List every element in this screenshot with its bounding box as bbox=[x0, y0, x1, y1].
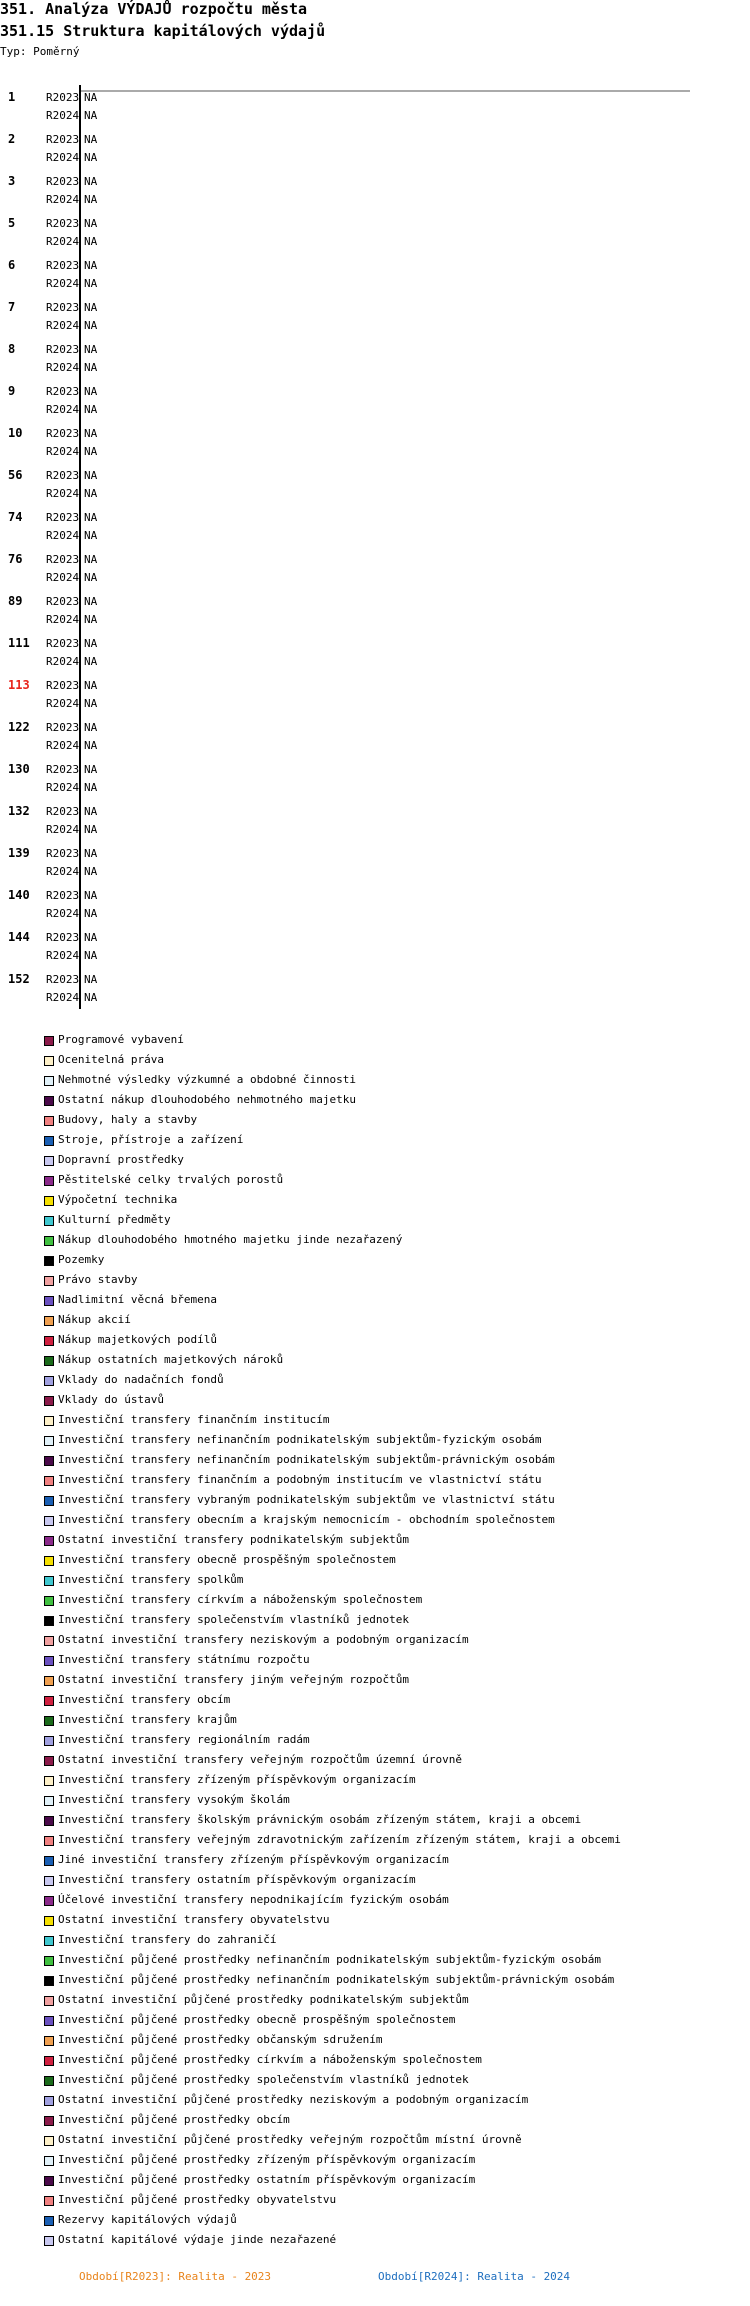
legend-label: Ostatní investiční transfery veřejným rozpočtům územní úrovně bbox=[58, 1753, 462, 1766]
legend-swatch bbox=[44, 1196, 54, 1206]
category-label: 56 bbox=[8, 468, 23, 482]
period-label: R2023 bbox=[46, 931, 80, 944]
legend-swatch bbox=[44, 1536, 54, 1546]
legend-label: Investiční půjčené prostředky ostatním příspěvkovým organizacím bbox=[58, 2173, 476, 2186]
period-label: R2024 bbox=[46, 319, 80, 332]
period-label: R2023 bbox=[46, 973, 80, 986]
category-label: 122 bbox=[8, 720, 30, 734]
period-label: R2023 bbox=[46, 301, 80, 314]
period-label: R2023 bbox=[46, 595, 80, 608]
legend-label: Vklady do ústavů bbox=[58, 1393, 164, 1406]
period-label: R2023 bbox=[46, 343, 80, 356]
legend-label: Budovy, haly a stavby bbox=[58, 1113, 198, 1126]
legend-label: Investiční transfery školským právnickým osobám zřízeným státem, kraji a obcemi bbox=[58, 1813, 582, 1826]
legend-swatch bbox=[44, 1836, 54, 1846]
period-label: R2024 bbox=[46, 823, 80, 836]
legend-swatch bbox=[44, 2056, 54, 2066]
na-label: NA bbox=[84, 91, 98, 104]
legend-label: Investiční půjčené prostředky církvím a náboženským společnostem bbox=[58, 2053, 482, 2066]
legend-label: Nákup akcií bbox=[58, 1313, 131, 1326]
legend-label: Pozemky bbox=[58, 1253, 105, 1266]
na-label: NA bbox=[84, 235, 98, 248]
legend-label: Investiční transfery krajům bbox=[58, 1713, 237, 1726]
legend-swatch bbox=[44, 2096, 54, 2106]
legend-label: Ostatní kapitálové výdaje jinde nezařazené bbox=[58, 2233, 337, 2246]
bar-chart bbox=[0, 0, 750, 1020]
legend-label: Investiční transfery veřejným zdravotnickým zařízením zřízeným státem, kraji a obcemi bbox=[58, 1833, 621, 1846]
legend-swatch bbox=[44, 1976, 54, 1986]
legend-label: Investiční transfery do zahraničí bbox=[58, 1933, 277, 1946]
period-label: R2023 bbox=[46, 259, 80, 272]
period-label: R2023 bbox=[46, 847, 80, 860]
na-label: NA bbox=[84, 445, 98, 458]
na-label: NA bbox=[84, 361, 98, 374]
legend-label: Investiční půjčené prostředky zřízeným příspěvkovým organizacím bbox=[58, 2153, 476, 2166]
legend-swatch bbox=[44, 2016, 54, 2026]
legend-swatch bbox=[44, 1116, 54, 1126]
legend-swatch bbox=[44, 1036, 54, 1046]
legend-label: Nákup ostatních majetkových nároků bbox=[58, 1353, 284, 1366]
legend-label: Ostatní nákup dlouhodobého nehmotného majetku bbox=[58, 1093, 357, 1106]
period-label: R2023 bbox=[46, 175, 80, 188]
period-label: R2023 bbox=[46, 679, 80, 692]
footer-period-2023: Období[R2023]: Realita - 2023 bbox=[79, 2270, 272, 2283]
period-label: R2023 bbox=[46, 217, 80, 230]
legend-swatch bbox=[44, 1056, 54, 1066]
na-label: NA bbox=[84, 907, 98, 920]
na-label: NA bbox=[84, 301, 98, 314]
na-label: NA bbox=[84, 385, 98, 398]
legend-label: Ocenitelná práva bbox=[58, 1053, 164, 1066]
na-label: NA bbox=[84, 991, 98, 1004]
period-label: R2024 bbox=[46, 739, 80, 752]
legend-label: Investiční půjčené prostředky obcím bbox=[58, 2113, 290, 2126]
period-label: R2024 bbox=[46, 571, 80, 584]
na-label: NA bbox=[84, 613, 98, 626]
period-label: R2023 bbox=[46, 469, 80, 482]
na-label: NA bbox=[84, 679, 98, 692]
legend-swatch bbox=[44, 2136, 54, 2146]
na-label: NA bbox=[84, 763, 98, 776]
legend-label: Investiční půjčené prostředky obyvatelstvu bbox=[58, 2193, 337, 2206]
period-label: R2024 bbox=[46, 907, 80, 920]
period-label: R2024 bbox=[46, 235, 80, 248]
category-label: 6 bbox=[8, 258, 16, 272]
na-label: NA bbox=[84, 823, 98, 836]
na-label: NA bbox=[84, 655, 98, 668]
legend-swatch bbox=[44, 1336, 54, 1346]
period-label: R2024 bbox=[46, 697, 80, 710]
category-label: 74 bbox=[8, 510, 23, 524]
legend-label: Investiční transfery finančním institucím bbox=[58, 1413, 330, 1426]
na-label: NA bbox=[84, 151, 98, 164]
category-label: 7 bbox=[8, 300, 16, 314]
na-label: NA bbox=[84, 343, 98, 356]
period-label: R2024 bbox=[46, 193, 80, 206]
period-label: R2023 bbox=[46, 511, 80, 524]
na-label: NA bbox=[84, 865, 98, 878]
category-label: 144 bbox=[8, 930, 30, 944]
legend-swatch bbox=[44, 1296, 54, 1306]
na-label: NA bbox=[84, 487, 98, 500]
legend-label: Nehmotné výsledky výzkumné a obdobné činnosti bbox=[58, 1073, 357, 1086]
legend-label: Investiční půjčené prostředky občanským sdružením bbox=[58, 2033, 383, 2046]
legend-swatch bbox=[44, 1376, 54, 1386]
legend-swatch bbox=[44, 1716, 54, 1726]
legend-label: Vklady do nadačních fondů bbox=[58, 1373, 224, 1386]
legend-label: Investiční transfery finančním a podobným institucím ve vlastnictví státu bbox=[58, 1473, 542, 1486]
legend-label: Pěstitelské celky trvalých porostů bbox=[58, 1173, 284, 1186]
na-label: NA bbox=[84, 109, 98, 122]
legend-swatch bbox=[44, 2216, 54, 2226]
category-label: 140 bbox=[8, 888, 30, 902]
legend-swatch bbox=[44, 2176, 54, 2186]
legend-label: Investiční transfery obecně prospěšným společnostem bbox=[58, 1553, 396, 1566]
legend-swatch bbox=[44, 1696, 54, 1706]
legend-swatch bbox=[44, 1156, 54, 1166]
legend-swatch bbox=[44, 1556, 54, 1566]
legend-swatch bbox=[44, 2116, 54, 2126]
legend-swatch bbox=[44, 1516, 54, 1526]
period-label: R2023 bbox=[46, 721, 80, 734]
legend-swatch bbox=[44, 1436, 54, 1446]
na-label: NA bbox=[84, 973, 98, 986]
period-label: R2024 bbox=[46, 277, 80, 290]
legend-label: Ostatní investiční půjčené prostředky veřejným rozpočtům místní úrovně bbox=[58, 2133, 522, 2146]
na-label: NA bbox=[84, 175, 98, 188]
legend-label: Investiční půjčené prostředky společenstvím vlastníků jednotek bbox=[58, 2073, 469, 2086]
na-label: NA bbox=[84, 889, 98, 902]
legend-label: Investiční transfery společenstvím vlastníků jednotek bbox=[58, 1613, 409, 1626]
legend-label: Investiční transfery zřízeným příspěvkovým organizacím bbox=[58, 1773, 416, 1786]
period-label: R2024 bbox=[46, 781, 80, 794]
category-label: 1 bbox=[8, 90, 16, 104]
legend-swatch bbox=[44, 1176, 54, 1186]
na-label: NA bbox=[84, 469, 98, 482]
period-label: R2024 bbox=[46, 487, 80, 500]
legend-label: Jiné investiční transfery zřízeným příspěvkovým organizacím bbox=[58, 1853, 449, 1866]
na-label: NA bbox=[84, 931, 98, 944]
na-label: NA bbox=[84, 847, 98, 860]
na-label: NA bbox=[84, 949, 98, 962]
legend-swatch bbox=[44, 1756, 54, 1766]
period-label: R2023 bbox=[46, 889, 80, 902]
legend-swatch bbox=[44, 2196, 54, 2206]
legend-swatch bbox=[44, 1456, 54, 1466]
legend-swatch bbox=[44, 2236, 54, 2246]
na-label: NA bbox=[84, 259, 98, 272]
legend-label: Ostatní investiční transfery jiným veřejným rozpočtům bbox=[58, 1673, 409, 1686]
legend-swatch bbox=[44, 1256, 54, 1266]
legend-swatch bbox=[44, 1796, 54, 1806]
legend-label: Ostatní investiční půjčené prostředky neziskovým a podobným organizacím bbox=[58, 2093, 529, 2106]
legend-label: Ostatní investiční transfery neziskovým a podobným organizacím bbox=[58, 1633, 469, 1646]
legend-label: Investiční transfery obcím bbox=[58, 1693, 231, 1706]
legend-swatch bbox=[44, 1956, 54, 1966]
period-label: R2023 bbox=[46, 427, 80, 440]
legend-label: Investiční transfery nefinančním podnikatelským subjektům-fyzickým osobám bbox=[58, 1433, 542, 1446]
legend-label: Nákup majetkových podílů bbox=[58, 1333, 217, 1346]
period-label: R2024 bbox=[46, 109, 80, 122]
na-label: NA bbox=[84, 721, 98, 734]
legend-swatch bbox=[44, 1616, 54, 1626]
legend-label: Nadlimitní věcná břemena bbox=[58, 1293, 217, 1306]
legend-label: Nákup dlouhodobého hmotného majetku jinde nezařazený bbox=[58, 1233, 403, 1246]
legend-swatch bbox=[44, 1996, 54, 2006]
period-label: R2024 bbox=[46, 403, 80, 416]
legend-label: Investiční půjčené prostředky nefinančním podnikatelským subjektům-fyzickým osobám bbox=[58, 1953, 602, 1966]
legend-label: Investiční půjčené prostředky obecně prospěšným společnostem bbox=[58, 2013, 456, 2026]
period-label: R2024 bbox=[46, 865, 80, 878]
legend-swatch bbox=[44, 1896, 54, 1906]
legend-label: Ostatní investiční půjčené prostředky podnikatelským subjektům bbox=[58, 1993, 469, 2006]
na-label: NA bbox=[84, 571, 98, 584]
legend-label: Investiční půjčené prostředky nefinančním podnikatelským subjektům-právnickým osobám bbox=[58, 1973, 615, 1986]
period-label: R2024 bbox=[46, 991, 80, 1004]
category-label: 132 bbox=[8, 804, 30, 818]
period-label: R2024 bbox=[46, 655, 80, 668]
category-label: 9 bbox=[8, 384, 16, 398]
legend-swatch bbox=[44, 1076, 54, 1086]
legend-swatch bbox=[44, 1916, 54, 1926]
period-label: R2024 bbox=[46, 445, 80, 458]
period-label: R2024 bbox=[46, 529, 80, 542]
legend-swatch bbox=[44, 1396, 54, 1406]
legend-swatch bbox=[44, 1676, 54, 1686]
period-label: R2023 bbox=[46, 553, 80, 566]
legend-swatch bbox=[44, 1416, 54, 1426]
legend-label: Ostatní investiční transfery obyvatelstvu bbox=[58, 1913, 330, 1926]
period-label: R2024 bbox=[46, 949, 80, 962]
na-label: NA bbox=[84, 319, 98, 332]
na-label: NA bbox=[84, 403, 98, 416]
na-label: NA bbox=[84, 739, 98, 752]
period-label: R2024 bbox=[46, 613, 80, 626]
na-label: NA bbox=[84, 427, 98, 440]
period-label: R2023 bbox=[46, 637, 80, 650]
footer-period-2024: Období[R2024]: Realita - 2024 bbox=[378, 2270, 571, 2283]
legend-label: Dopravní prostředky bbox=[58, 1153, 184, 1166]
category-label: 111 bbox=[8, 636, 30, 650]
legend-label: Investiční transfery ostatním příspěvkovým organizacím bbox=[58, 1873, 416, 1886]
legend-label: Rezervy kapitálových výdajů bbox=[58, 2213, 237, 2226]
na-label: NA bbox=[84, 595, 98, 608]
legend-label: Investiční transfery vysokým školám bbox=[58, 1793, 290, 1806]
period-label: R2023 bbox=[46, 91, 80, 104]
legend-swatch bbox=[44, 1656, 54, 1666]
category-label: 152 bbox=[8, 972, 30, 986]
category-label: 5 bbox=[8, 216, 16, 230]
legend-label: Investiční transfery obecním a krajským nemocnicím - obchodním společnostem bbox=[58, 1513, 555, 1526]
legend-label: Stroje, přístroje a zařízení bbox=[58, 1133, 244, 1146]
na-label: NA bbox=[84, 637, 98, 650]
legend-swatch bbox=[44, 1356, 54, 1366]
category-label: 113 bbox=[8, 678, 30, 692]
category-label: 10 bbox=[8, 426, 23, 440]
na-label: NA bbox=[84, 781, 98, 794]
legend-label: Investiční transfery vybraným podnikatelským subjektům ve vlastnictví státu bbox=[58, 1493, 555, 1506]
legend-label: Investiční transfery státnímu rozpočtu bbox=[58, 1653, 310, 1666]
legend-swatch bbox=[44, 1816, 54, 1826]
chart-subtitle: 351.15 Struktura kapitálových výdajů bbox=[0, 22, 326, 40]
legend-swatch bbox=[44, 1856, 54, 1866]
category-label: 2 bbox=[8, 132, 16, 146]
legend-swatch bbox=[44, 1136, 54, 1146]
legend-swatch bbox=[44, 1476, 54, 1486]
legend-label: Investiční transfery spolkům bbox=[58, 1573, 244, 1586]
na-label: NA bbox=[84, 277, 98, 290]
legend-swatch bbox=[44, 1276, 54, 1286]
legend-label: Investiční transfery nefinančním podnikatelským subjektům-právnickým osobám bbox=[58, 1453, 555, 1466]
legend-swatch bbox=[44, 2076, 54, 2086]
legend-swatch bbox=[44, 1576, 54, 1586]
legend-swatch bbox=[44, 1596, 54, 1606]
na-label: NA bbox=[84, 133, 98, 146]
category-label: 139 bbox=[8, 846, 30, 860]
na-label: NA bbox=[84, 511, 98, 524]
na-label: NA bbox=[84, 697, 98, 710]
legend-swatch bbox=[44, 1236, 54, 1246]
legend-label: Investiční transfery regionálním radám bbox=[58, 1733, 310, 1746]
legend-swatch bbox=[44, 1216, 54, 1226]
category-label: 130 bbox=[8, 762, 30, 776]
legend-label: Programové vybavení bbox=[58, 1033, 184, 1046]
legend-label: Ostatní investiční transfery podnikatelským subjektům bbox=[58, 1533, 409, 1546]
legend-label: Právo stavby bbox=[58, 1273, 138, 1286]
category-label: 3 bbox=[8, 174, 16, 188]
page-title: 351. Analýza VÝDAJŮ rozpočtu města bbox=[0, 0, 308, 18]
period-label: R2023 bbox=[46, 385, 80, 398]
period-label: R2023 bbox=[46, 133, 80, 146]
legend-swatch bbox=[44, 1876, 54, 1886]
category-label: 8 bbox=[8, 342, 16, 356]
category-label: 89 bbox=[8, 594, 23, 608]
na-label: NA bbox=[84, 553, 98, 566]
legend-swatch bbox=[44, 2156, 54, 2166]
legend-swatch bbox=[44, 1636, 54, 1646]
legend-swatch bbox=[44, 1096, 54, 1106]
period-label: R2024 bbox=[46, 151, 80, 164]
legend-label: Výpočetní technika bbox=[58, 1193, 178, 1206]
legend-label: Účelové investiční transfery nepodnikajícím fyzickým osobám bbox=[58, 1893, 449, 1906]
legend-label: Investiční transfery církvím a náboženským společnostem bbox=[58, 1593, 423, 1606]
category-label: 76 bbox=[8, 552, 23, 566]
na-label: NA bbox=[84, 217, 98, 230]
legend-swatch bbox=[44, 1736, 54, 1746]
na-label: NA bbox=[84, 529, 98, 542]
legend-swatch bbox=[44, 2036, 54, 2046]
chart-type-label: Typ: Poměrný bbox=[0, 45, 80, 58]
legend-swatch bbox=[44, 1496, 54, 1506]
legend-swatch bbox=[44, 1936, 54, 1946]
legend-swatch bbox=[44, 1316, 54, 1326]
period-label: R2023 bbox=[46, 763, 80, 776]
legend-label: Kulturní předměty bbox=[58, 1213, 171, 1226]
na-label: NA bbox=[84, 805, 98, 818]
legend-swatch bbox=[44, 1776, 54, 1786]
na-label: NA bbox=[84, 193, 98, 206]
period-label: R2023 bbox=[46, 805, 80, 818]
period-label: R2024 bbox=[46, 361, 80, 374]
